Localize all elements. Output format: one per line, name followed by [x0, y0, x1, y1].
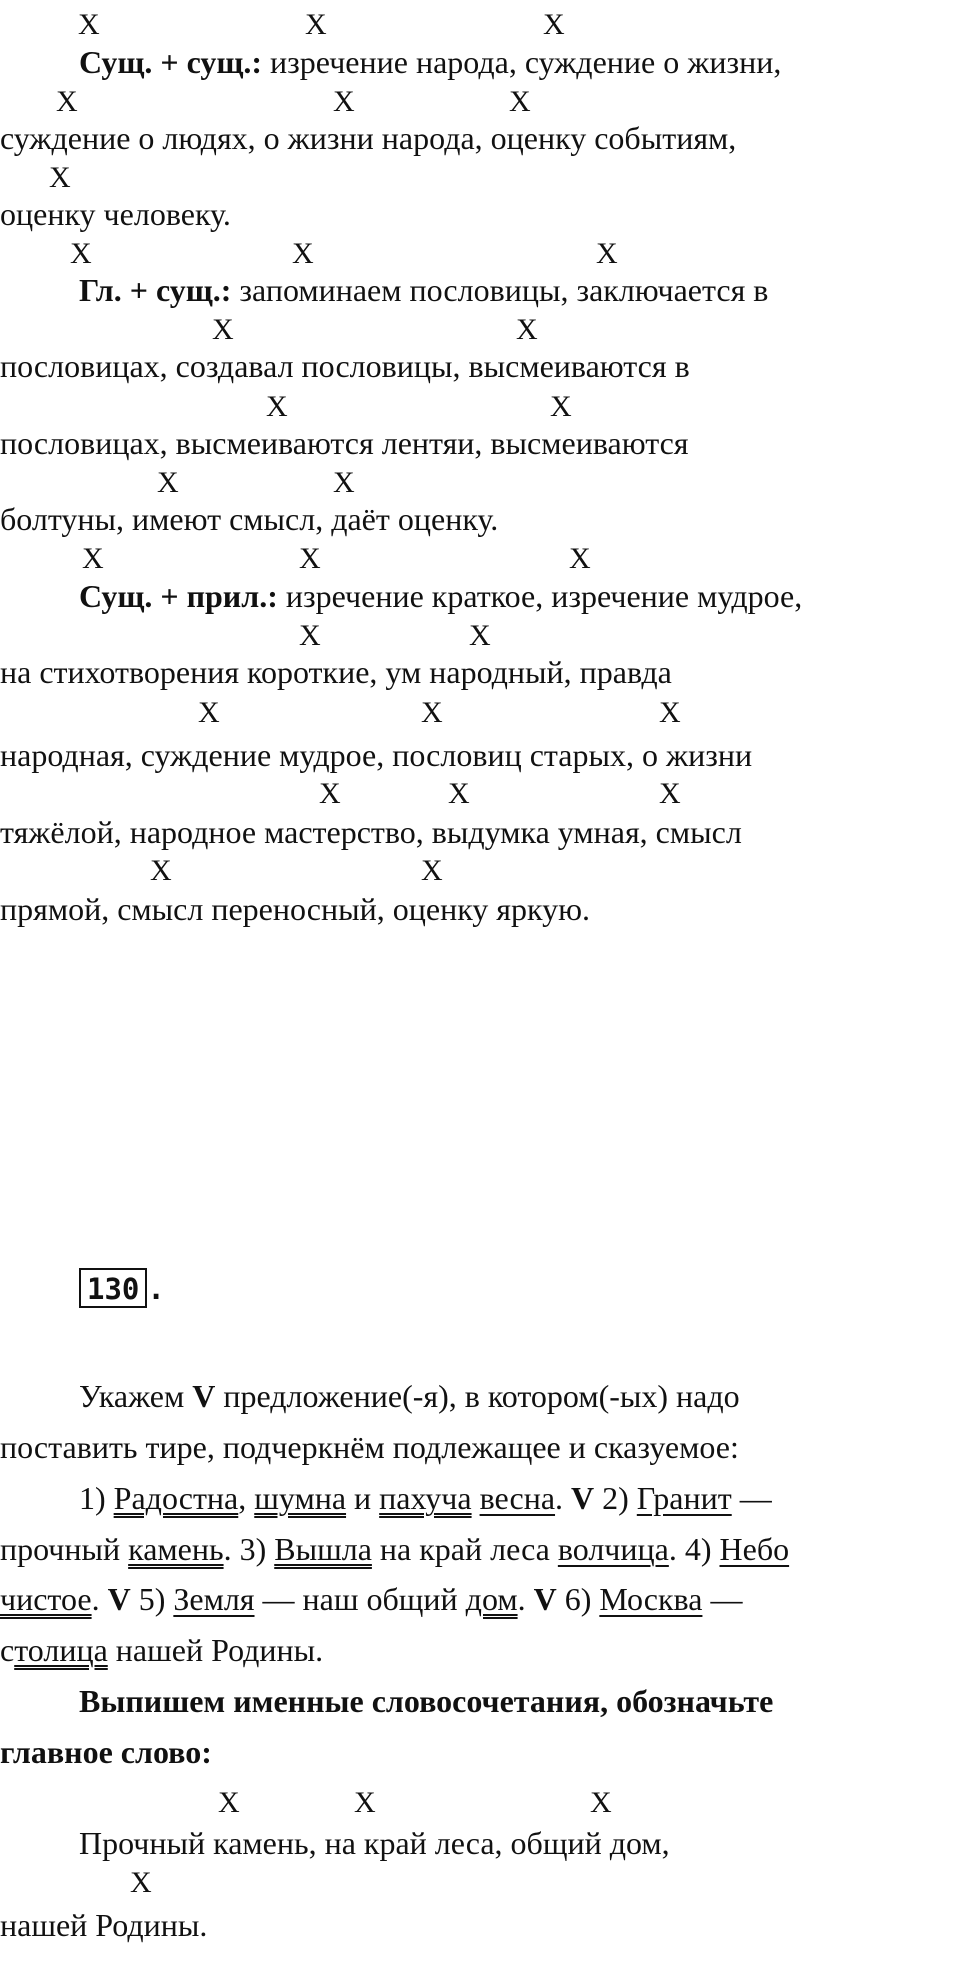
text-line: пословицах, создавал пословицы, высмеиваются в — [0, 348, 690, 384]
x-mark: X — [543, 8, 565, 41]
section-heading: Выпишем именные словосочетания, обозначьте — [79, 1683, 774, 1719]
x-mark: X — [299, 542, 321, 575]
x-mark: X — [333, 466, 355, 499]
subject-word: весна — [479, 1480, 556, 1516]
text-line: на стихотворения короткие, ум народный, правда — [0, 654, 672, 690]
x-mark: X — [596, 237, 618, 270]
x-mark: X — [70, 237, 92, 270]
predicate-word: камень — [128, 1531, 224, 1567]
x-mark: X — [659, 777, 681, 810]
predicate-word: Вышла — [274, 1531, 372, 1567]
subject-word: Москва — [599, 1581, 703, 1617]
x-mark: X — [590, 1786, 612, 1819]
x-mark: X — [218, 1786, 240, 1819]
text-line: Гл. + сущ.: запоминаем пословицы, заключается в — [79, 272, 769, 308]
text-line: Укажем V предложение(-я), в котором(-ых) надо — [79, 1378, 740, 1414]
section-heading: главное слово: — [0, 1734, 212, 1770]
check-mark-v: V — [533, 1581, 557, 1617]
text-line: Сущ. + сущ.: изречение народа, суждение о жизни, — [79, 44, 782, 80]
category-label: Гл. + сущ.: — [79, 272, 232, 308]
x-mark: X — [212, 313, 234, 346]
text-line: суждение о людях, о жизни народа, оценку событиям, — [0, 120, 737, 156]
x-mark: X — [292, 237, 314, 270]
predicate-word: пахуча — [379, 1480, 472, 1516]
x-mark: X — [78, 8, 100, 41]
x-mark: X — [659, 696, 681, 729]
x-mark: X — [333, 85, 355, 118]
text-line: народная, суждение мудрое, пословиц старых, о жизни — [0, 737, 753, 773]
text-line: оценку человеку. — [0, 196, 231, 232]
x-mark: X — [266, 390, 288, 423]
x-mark: X — [305, 8, 327, 41]
x-mark: X — [157, 466, 179, 499]
text-line: пословицах, высмеиваются лентяи, высмеиваются — [0, 425, 689, 461]
x-mark: X — [49, 161, 71, 194]
x-mark: X — [421, 696, 443, 729]
x-mark: X — [448, 777, 470, 810]
x-mark: X — [198, 696, 220, 729]
text-line: 1) Радостна, шумна и пахуча весна. V 2) Гранит — — [79, 1480, 772, 1516]
x-mark: X — [569, 542, 591, 575]
x-mark: X — [469, 619, 491, 652]
check-mark-v: V — [192, 1378, 216, 1414]
x-mark: X — [319, 777, 341, 810]
x-mark: X — [421, 854, 443, 887]
x-mark: X — [354, 1786, 376, 1819]
text-line: нашей Родины. — [0, 1907, 208, 1943]
x-mark: X — [150, 854, 172, 887]
predicate-word: шумна — [254, 1480, 347, 1516]
x-mark: X — [509, 85, 531, 118]
category-label: Сущ. + прил.: — [79, 578, 278, 614]
category-label: Сущ. + сущ.: — [79, 44, 263, 80]
predicate-word: чистое — [0, 1581, 92, 1617]
subject-word: Небо — [719, 1531, 790, 1567]
text-line: Прочный камень, на край леса, общий дом, — [79, 1825, 670, 1861]
check-mark-v: V — [107, 1581, 131, 1617]
x-mark: X — [130, 1866, 152, 1899]
subject-word: волчица — [557, 1531, 669, 1567]
text-line: Сущ. + прил.: изречение краткое, изречение мудрое, — [79, 578, 803, 614]
text-line: прямой, смысл переносный, оценку яркую. — [0, 891, 591, 927]
x-mark: X — [299, 619, 321, 652]
x-mark: X — [82, 542, 104, 575]
text-line: тяжёлой, народное мастерство, выдумка умная, смысл — [0, 814, 742, 850]
x-mark: X — [516, 313, 538, 346]
predicate-word: толица — [14, 1632, 108, 1668]
predicate-word: дом — [465, 1581, 518, 1617]
text-line: прочный камень. 3) Вышла на край леса волчица. 4) Небо — [0, 1531, 790, 1567]
predicate-word: Радостна — [113, 1480, 239, 1516]
x-mark: X — [550, 390, 572, 423]
subject-word: Гранит — [636, 1480, 732, 1516]
x-mark: X — [56, 85, 78, 118]
exercise-number-badge: 130 . — [79, 1268, 165, 1308]
text-line: столица нашей Родины. — [0, 1632, 324, 1668]
text-line: поставить тире, подчеркнём подлежащее и сказуемое: — [0, 1429, 739, 1465]
text-line: чистое. V 5) Земля — наш общий дом. V 6) Москва — — [0, 1581, 743, 1617]
check-mark-v: V — [571, 1480, 595, 1516]
subject-word: Земля — [173, 1581, 255, 1617]
exercise-number: 130 — [79, 1268, 147, 1308]
text-line: болтуны, имеют смысл, даёт оценку. — [0, 501, 499, 537]
